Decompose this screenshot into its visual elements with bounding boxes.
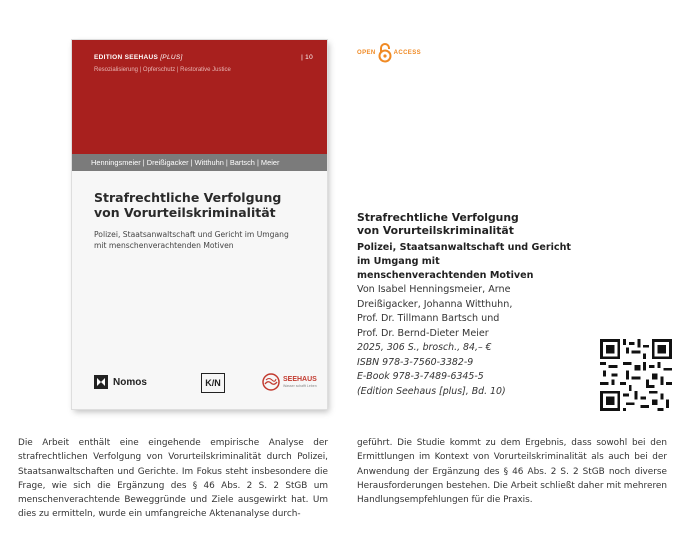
cover-logos: [94, 373, 319, 397]
details-ebook: E-Book 978-3-7489-6345-5: [357, 371, 484, 382]
seehaus-icon: [262, 373, 280, 391]
series-topics: Resozialisierung | Opferschutz | Restorative Justice: [94, 67, 231, 73]
seehaus-text: SEEHAUS: [283, 376, 317, 383]
open-access-left: OPEN: [357, 50, 376, 56]
details-series: (Edition Seehaus [plus], Bd. 10): [357, 385, 506, 397]
seehaus-logo: [262, 373, 317, 391]
qr-code-icon[interactable]: [600, 339, 672, 411]
book-details: [357, 211, 587, 399]
series-number: | 10: [301, 54, 313, 61]
description-right: geführt. Die Studie kommt zu dem Ergebnis, dass sowohl bei den Ermittlungen im Kontext von Vorurteilskriminalität als auch bei der Anwendung der Ergänzung des § 46 Abs. 2 S. 2 StGB noch diverse Herausforderungen bestehen. Die Arbeit schließt daher mit mehreren Handlungsempfehlungen für die Praxis.: [357, 438, 667, 506]
details-authors: Von Isabel Henningsmeier, Arne Dreißigacker, Johanna Witthuhn, Prof. Dr. Tillmann Bartsch und Prof. Dr. Bernd-Dieter Meier: [357, 284, 513, 339]
series-name: EDITION SEEHAUS: [94, 54, 159, 61]
cover-subtitle: Polizei, Staatsanwaltschaft und Gericht im Umgang mit menschenverachtenden Motiven: [94, 230, 289, 250]
seehaus-tagline: Wasser schafft Leben: [283, 384, 317, 388]
open-access-logo: [357, 43, 421, 63]
nomos-text: Nomos: [113, 376, 147, 388]
cover-authors: Henningsmeier | Dreißigacker | Witthuhn | Bartsch | Meier: [72, 154, 327, 171]
cover-red-band: [72, 40, 327, 154]
description-left: Die Arbeit enthält eine eingehende empirische Analyse der strafrechtlichen Verfolgung von Vorurteilskriminalität durch Polizei, Staatsanwaltschaften und Gerichte. Im Fokus steht insbesondere die Frage, wie sich die Ergänzung des § 46 Abs. 2 S. 2 StGB um menschenverachtende Beweggründe und Ziele ausgewirkt hat. Um dies zu ermitteln, wurde ein umfangreiche Aktenanalyse durch-: [18, 438, 328, 520]
open-lock-icon: [377, 43, 393, 63]
details-subtitle: Polizei, Staatsanwaltschaft und Gericht im Umgang mit menschenverachtenden Motiven: [357, 242, 571, 281]
open-access-right: ACCESS: [393, 50, 422, 56]
details-isbn: ISBN 978-3-7560-3382-9: [357, 356, 474, 368]
details-title: Strafrechtliche Verfolgung von Vorurteilskriminalität: [357, 211, 519, 237]
details-pub-info: 2025, 306 S., brosch., 84,– €: [357, 342, 492, 353]
cover-title: Strafrechtliche Verfolgung von Vorurteilskriminalität: [94, 190, 282, 220]
kn-logo: K/N: [201, 373, 225, 393]
book-cover: [72, 40, 327, 409]
series-header: [94, 54, 317, 66]
series-plus: [PLUS]: [160, 54, 183, 61]
nomos-logo: [94, 375, 147, 389]
nomos-icon: [94, 375, 108, 389]
